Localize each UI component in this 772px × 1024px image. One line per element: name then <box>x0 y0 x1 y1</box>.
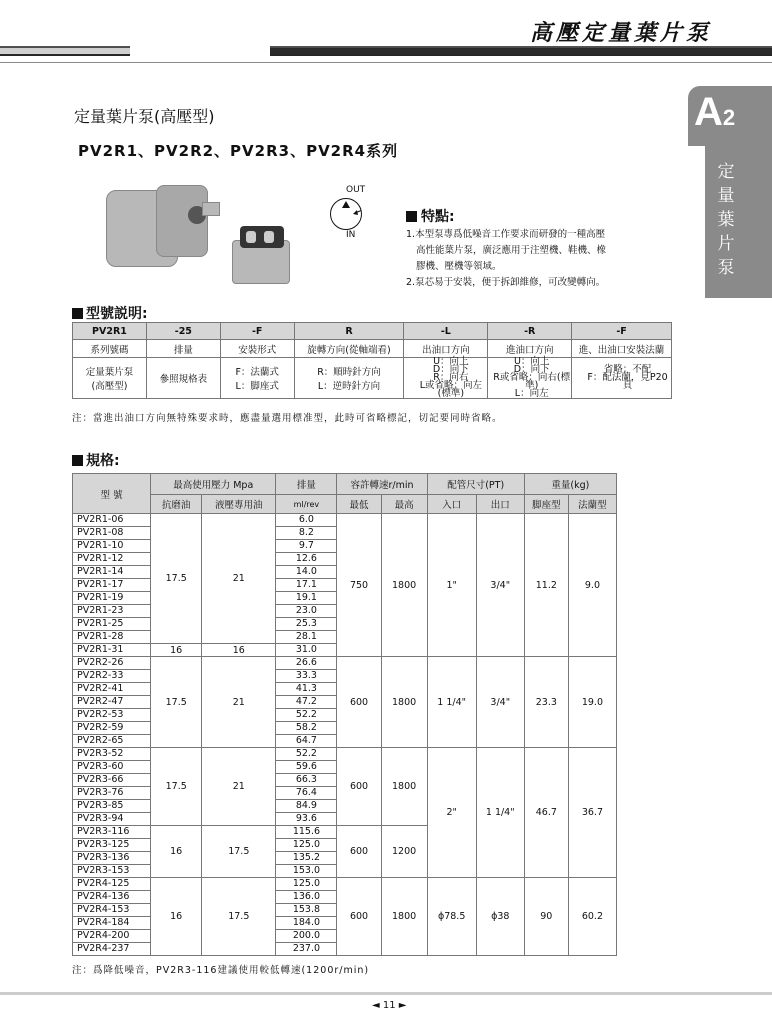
features-title: 特點: <box>406 206 455 226</box>
label-series: 系列號碼 <box>73 340 147 358</box>
disp-cell: 41.3 <box>276 683 337 696</box>
speed-max-cell: 1800 <box>381 748 427 826</box>
page-header-title: 高壓定量葉片泵 <box>529 21 712 46</box>
desc-flange: 省略：不配 F：配法蘭，見P20頁 <box>572 358 672 399</box>
model-cell: PV2R4-237 <box>73 943 151 956</box>
col-anti-wear: 抗磨油 <box>151 495 202 514</box>
disp-cell: 25.3 <box>276 618 337 631</box>
code-disp: -25 <box>146 323 220 340</box>
pipe-out-cell: ϕ38 <box>476 878 524 956</box>
model-cell: PV2R1-19 <box>73 592 151 605</box>
disp-cell: 8.2 <box>276 527 337 540</box>
weight-flange-cell: 36.7 <box>568 748 616 878</box>
disp-cell: 6.0 <box>276 514 337 527</box>
desc-rot: R：順時針方向 L：逆時針方向 <box>294 358 404 399</box>
disp-cell: 184.0 <box>276 917 337 930</box>
header-bar-right <box>270 48 772 54</box>
model-note: 注：當進出油口方向無特殊要求時，應盡量選用標准型，此時可省略標記，切記要同時省略。 <box>72 413 503 424</box>
code-outlet: -L <box>404 323 488 340</box>
disp-cell: 125.0 <box>276 878 337 891</box>
hydraulic-cell: 21 <box>202 514 276 644</box>
model-cell: PV2R1-06 <box>73 514 151 527</box>
col-model: 型 號 <box>73 474 151 514</box>
code-series: PV2R1 <box>73 323 147 340</box>
weight-flange-cell: 19.0 <box>568 657 616 748</box>
spec-section-title: 規格: <box>72 450 120 470</box>
spec-table <box>72 473 617 956</box>
model-cell: PV2R3-52 <box>73 748 151 761</box>
spec-note: 注：爲降低噪音，PV2R3-116建議使用較低轉速(1200r/min) <box>72 965 370 976</box>
speed-max-cell: 1800 <box>381 657 427 748</box>
disp-cell: 17.1 <box>276 579 337 592</box>
spec-row <box>73 748 617 761</box>
label-mount: 安裝形式 <box>220 340 294 358</box>
model-cell: PV2R3-85 <box>73 800 151 813</box>
disp-cell: 153.8 <box>276 904 337 917</box>
col-foot: 脚座型 <box>524 495 568 514</box>
model-cell: PV2R3-66 <box>73 774 151 787</box>
model-cell: PV2R1-23 <box>73 605 151 618</box>
disp-cell: 52.2 <box>276 748 337 761</box>
model-cell: PV2R2-33 <box>73 670 151 683</box>
label-disp: 排量 <box>146 340 220 358</box>
model-cell: PV2R3-60 <box>73 761 151 774</box>
disp-cell: 136.0 <box>276 891 337 904</box>
model-cell: PV2R3-125 <box>73 839 151 852</box>
disp-cell: 58.2 <box>276 722 337 735</box>
hydraulic-cell: 16 <box>202 644 276 657</box>
disp-cell: 84.9 <box>276 800 337 813</box>
model-cell: PV2R4-184 <box>73 917 151 930</box>
hydraulic-cell: 21 <box>202 748 276 826</box>
desc-mount: F：法蘭式 L：脚座式 <box>220 358 294 399</box>
feature-line: 高性能葉片泵，廣泛應用于注塑機、鞋機、橡 <box>416 245 607 256</box>
anti-wear-cell: 16 <box>151 878 202 956</box>
pump-symbol-icon <box>330 198 362 230</box>
anti-wear-cell: 17.5 <box>151 657 202 748</box>
weight-foot-cell: 46.7 <box>524 748 568 878</box>
speed-min-cell: 600 <box>337 878 381 956</box>
weight-flange-cell: 60.2 <box>568 878 616 956</box>
model-cell: PV2R1-28 <box>73 631 151 644</box>
model-cell: PV2R3-94 <box>73 813 151 826</box>
side-tab-label: 定量葉片泵 <box>717 162 735 278</box>
model-cell: PV2R1-31 <box>73 644 151 657</box>
label-outlet: 出油口方向 <box>404 340 488 358</box>
disp-cell: 28.1 <box>276 631 337 644</box>
disp-cell: 26.6 <box>276 657 337 670</box>
model-cell: PV2R2-53 <box>73 709 151 722</box>
disp-cell: 52.2 <box>276 709 337 722</box>
model-cell: PV2R4-200 <box>73 930 151 943</box>
pump-image-large <box>106 180 216 275</box>
speed-min-cell: 600 <box>337 657 381 748</box>
col-out: 出口 <box>476 495 524 514</box>
model-cell: PV2R2-26 <box>73 657 151 670</box>
disp-cell: 125.0 <box>276 839 337 852</box>
model-cell: PV2R1-08 <box>73 527 151 540</box>
disp-cell: 237.0 <box>276 943 337 956</box>
weight-flange-cell: 9.0 <box>568 514 616 657</box>
col-weight: 重量(kg) <box>524 474 616 495</box>
header-rule <box>0 62 772 63</box>
col-flange: 法蘭型 <box>568 495 616 514</box>
model-cell: PV2R4-153 <box>73 904 151 917</box>
speed-min-cell: 600 <box>337 748 381 826</box>
symbol-in-label: IN <box>346 230 356 240</box>
model-cell: PV2R1-12 <box>73 553 151 566</box>
model-cell: PV2R1-25 <box>73 618 151 631</box>
col-speed: 容許轉速r/min <box>337 474 427 495</box>
pipe-in-cell: ϕ78.5 <box>427 878 476 956</box>
col-disp-unit: ml/rev <box>276 495 337 514</box>
col-max: 最高 <box>381 495 427 514</box>
model-cell: PV2R4-136 <box>73 891 151 904</box>
disp-cell: 12.6 <box>276 553 337 566</box>
disp-cell: 64.7 <box>276 735 337 748</box>
hydraulic-cell: 17.5 <box>202 826 276 878</box>
model-cell: PV2R2-59 <box>73 722 151 735</box>
anti-wear-cell: 17.5 <box>151 514 202 644</box>
pipe-in-cell: 1" <box>427 514 476 657</box>
spec-row <box>73 514 617 527</box>
col-in: 入口 <box>427 495 476 514</box>
disp-cell: 14.0 <box>276 566 337 579</box>
model-cell: PV2R3-116 <box>73 826 151 839</box>
disp-cell: 93.6 <box>276 813 337 826</box>
pump-image-small <box>228 222 294 284</box>
disp-cell: 9.7 <box>276 540 337 553</box>
disp-cell: 31.0 <box>276 644 337 657</box>
weight-foot-cell: 11.2 <box>524 514 568 657</box>
disp-cell: 200.0 <box>276 930 337 943</box>
header-bar-accent <box>0 48 130 54</box>
desc-inlet: U：向上 D：向下 R或省略：向右(標準) L：向左 <box>488 358 572 399</box>
anti-wear-cell: 17.5 <box>151 748 202 826</box>
anti-wear-cell: 16 <box>151 644 202 657</box>
anti-wear-cell: 16 <box>151 826 202 878</box>
spec-row <box>73 657 617 670</box>
spec-row <box>73 878 617 891</box>
model-section-title: 型號説明: <box>72 303 148 323</box>
disp-cell: 59.6 <box>276 761 337 774</box>
col-pipe: 配管尺寸(PT) <box>427 474 524 495</box>
disp-cell: 135.2 <box>276 852 337 865</box>
model-cell: PV2R1-17 <box>73 579 151 592</box>
pipe-in-cell: 1 1/4" <box>427 657 476 748</box>
feature-line: 1.本型泵專爲低噪音工作要求而研發的一種高壓 <box>406 229 606 240</box>
col-hydraulic: 液壓專用油 <box>202 495 276 514</box>
code-mount: -F <box>220 323 294 340</box>
speed-min-cell: 750 <box>337 514 381 657</box>
desc-disp: 參照規格表 <box>146 358 220 399</box>
series-title: PV2R1、PV2R2、PV2R3、PV2R4系列 <box>78 142 399 160</box>
model-cell: PV2R1-14 <box>73 566 151 579</box>
desc-series: 定量葉片泵 (高壓型) <box>73 358 147 399</box>
speed-max-cell: 1200 <box>381 826 427 878</box>
label-inlet: 進油口方向 <box>488 340 572 358</box>
pipe-out-cell: 1 1/4" <box>476 748 524 878</box>
model-cell: PV2R3-153 <box>73 865 151 878</box>
feature-line: 膠機、壓機等領域。 <box>416 261 502 272</box>
col-min: 最低 <box>337 495 381 514</box>
hydraulic-cell: 17.5 <box>202 878 276 956</box>
speed-max-cell: 1800 <box>381 514 427 657</box>
disp-cell: 76.4 <box>276 787 337 800</box>
model-cell: PV2R2-47 <box>73 696 151 709</box>
col-pressure: 最高使用壓力 Mpa <box>151 474 276 495</box>
disp-cell: 47.2 <box>276 696 337 709</box>
disp-cell: 19.1 <box>276 592 337 605</box>
disp-cell: 66.3 <box>276 774 337 787</box>
code-flange: -F <box>572 323 672 340</box>
symbol-out-label: OUT <box>346 185 366 195</box>
speed-min-cell: 600 <box>337 826 381 878</box>
code-rot: R <box>294 323 404 340</box>
pipe-out-cell: 3/4" <box>476 514 524 657</box>
weight-foot-cell: 90 <box>524 878 568 956</box>
pipe-in-cell: 2" <box>427 748 476 878</box>
model-cell: PV2R2-41 <box>73 683 151 696</box>
code-inlet: -R <box>488 323 572 340</box>
pipe-out-cell: 3/4" <box>476 657 524 748</box>
model-cell: PV2R2-65 <box>73 735 151 748</box>
footer-rule <box>0 992 772 995</box>
disp-cell: 115.6 <box>276 826 337 839</box>
speed-max-cell: 1800 <box>381 878 427 956</box>
page-number: ◄ 11 ► <box>372 1000 407 1011</box>
product-title: 定量葉片泵(高壓型) <box>74 107 215 126</box>
model-code-table <box>72 322 672 399</box>
col-disp: 排量 <box>276 474 337 495</box>
feature-line: 2.泵芯易于安裝，便于拆卸維修，可改變轉向。 <box>406 277 606 288</box>
label-flange: 進、出油口安裝法蘭 <box>572 340 672 358</box>
weight-foot-cell: 23.3 <box>524 657 568 748</box>
model-cell: PV2R4-125 <box>73 878 151 891</box>
label-rot: 旋轉方向(從軸端看) <box>294 340 404 358</box>
model-cell: PV2R3-76 <box>73 787 151 800</box>
desc-outlet: U：向上 D：向下 R：向右 L或省略：向左(標準) <box>404 358 488 399</box>
model-cell: PV2R3-136 <box>73 852 151 865</box>
disp-cell: 33.3 <box>276 670 337 683</box>
section-code: A2 <box>694 90 736 134</box>
disp-cell: 153.0 <box>276 865 337 878</box>
model-cell: PV2R1-10 <box>73 540 151 553</box>
disp-cell: 23.0 <box>276 605 337 618</box>
hydraulic-cell: 21 <box>202 657 276 748</box>
